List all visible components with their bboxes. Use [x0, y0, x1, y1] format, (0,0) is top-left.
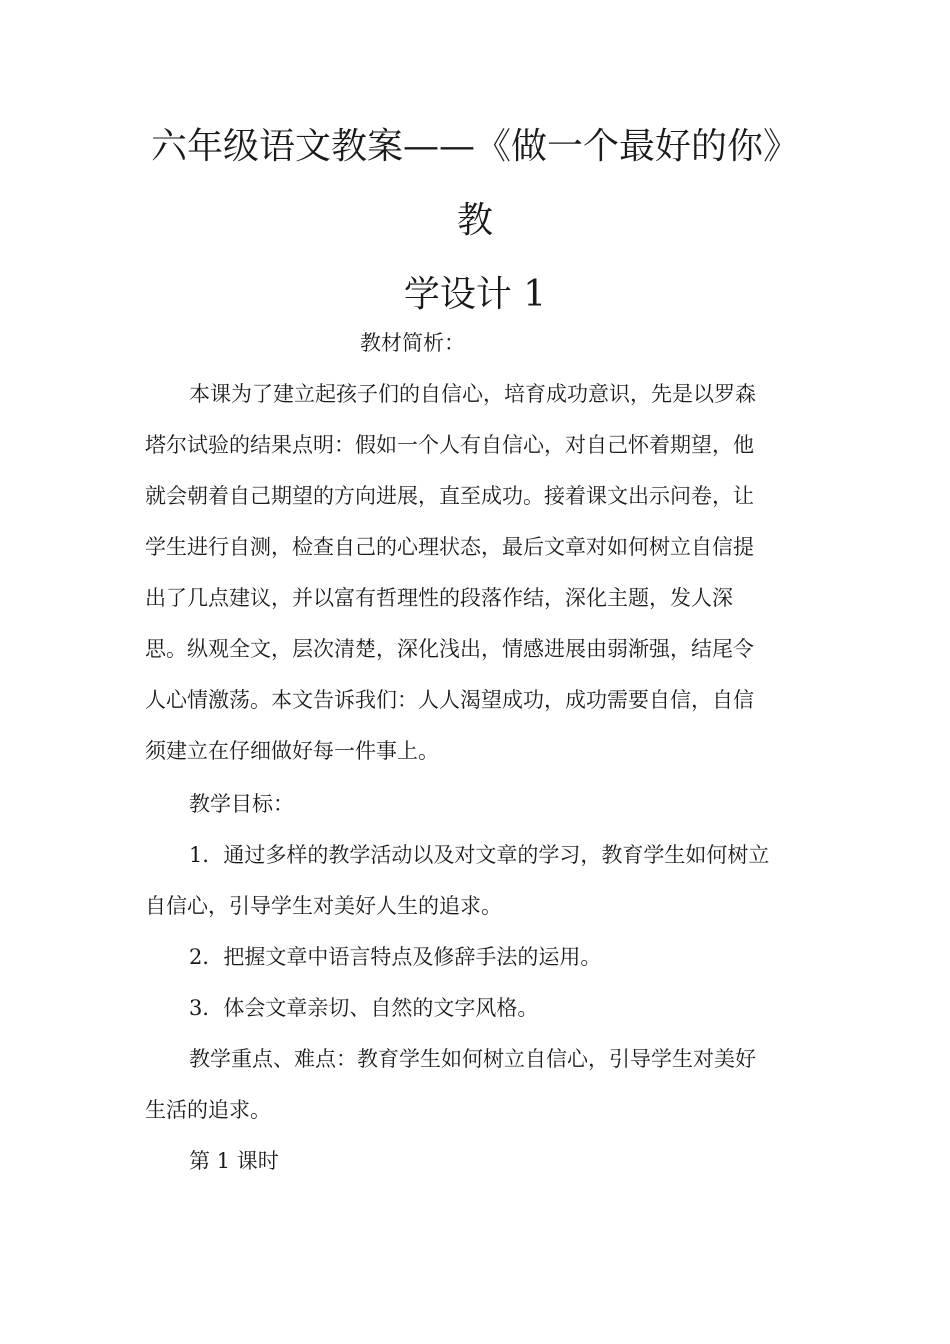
goal-2-line: 2．把握文章中语言特点及修辞手法的运用。 [189, 945, 602, 969]
intro-line: 学生进行自测，检查自己的心理状态，最后文章对如何树立自信提 [145, 535, 754, 559]
intro-line: 出了几点建议，并以富有哲理性的段落作结，深化主题，发人深 [145, 586, 733, 610]
intro-line: 就会朝着自己期望的方向进展，直至成功。接着课文出示问卷，让 [145, 484, 754, 508]
intro-line: 思。纵观全文，层次清楚，深化浅出，情感进展由弱渐强，结尾令 [145, 637, 754, 661]
goals-heading-block [145, 779, 805, 830]
goal-1-line: 1．通过多样的教学活动以及对文章的学习，教育学生如何树立 [189, 843, 770, 867]
goal-2-paragraph [145, 932, 805, 983]
lesson-paragraph [145, 1136, 805, 1187]
title-line-1: 六年级语文教案——《做一个最好的你》教 [150, 126, 799, 241]
goal-1-paragraph [145, 830, 805, 932]
intro-paragraph [145, 369, 805, 777]
goal-1-line: 自信心，引导学生对美好人生的追求。 [145, 894, 502, 918]
key-points-paragraph [145, 1034, 805, 1136]
key-points-line: 生活的追求。 [145, 1098, 271, 1122]
key-points-line: 教学重点、难点：教育学生如何树立自信心，引导学生对美好 [189, 1047, 756, 1071]
intro-line: 须建立在仔细做好每一件事上。 [145, 739, 439, 763]
intro-line: 本课为了建立起孩子们的自信心，培育成功意识，先是以罗森 [189, 382, 756, 406]
goal-3-line: 3．体会文章亲切、自然的文字风格。 [189, 996, 539, 1020]
title-line-2: 学设计 1 [403, 274, 547, 315]
intro-line: 人心情激荡。本文告诉我们：人人渴望成功，成功需要自信，自信 [145, 688, 754, 712]
goal-3-paragraph [145, 983, 805, 1034]
lesson-label: 第 1 课时 [189, 1149, 279, 1173]
intro-line: 塔尔试验的结果点明：假如一个人有自信心，对自己怀着期望，他 [145, 433, 754, 457]
document-title [140, 110, 810, 332]
section-heading: 教材简析： [360, 331, 465, 355]
goals-heading: 教学目标： [189, 792, 294, 816]
